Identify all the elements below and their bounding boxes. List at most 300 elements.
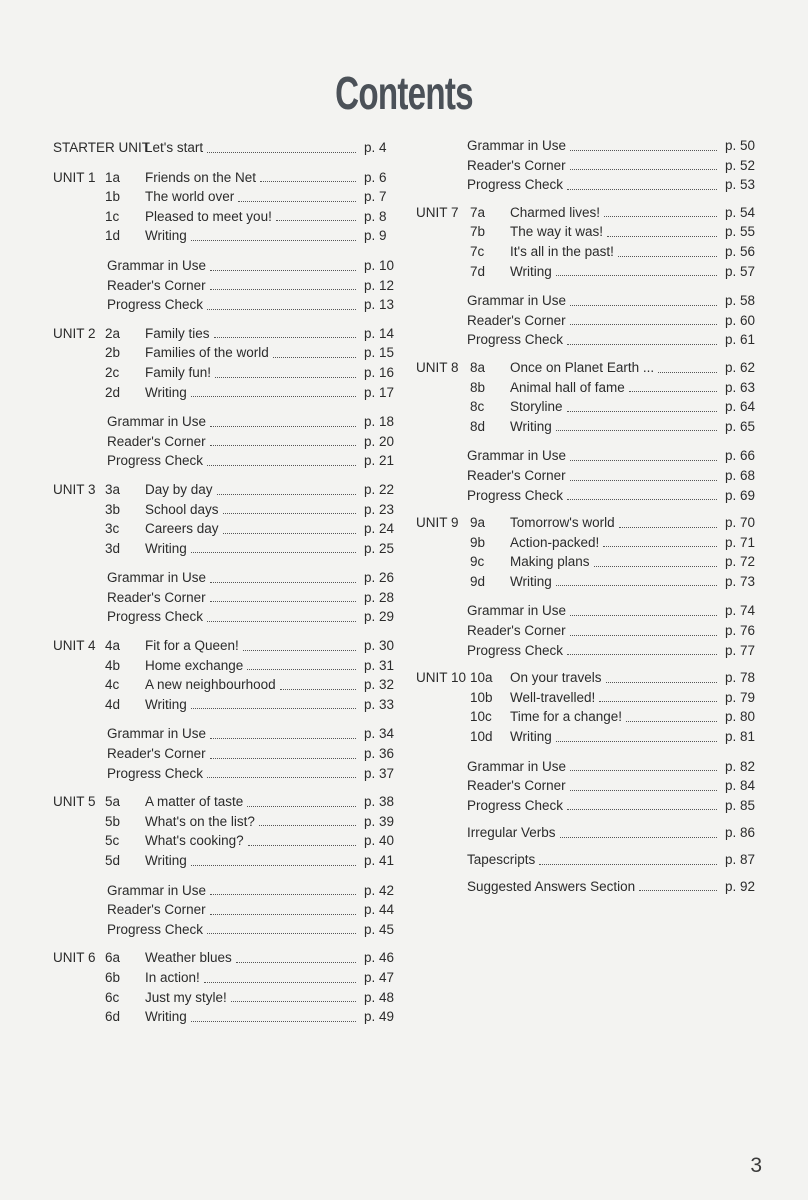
lesson-title: On your travels <box>510 670 602 686</box>
lesson-title: Home exchange <box>145 657 244 673</box>
dot-leader <box>210 894 356 895</box>
dot-leader <box>260 181 356 182</box>
lesson-title: Progress Check <box>107 609 204 625</box>
dot-leader <box>210 270 356 271</box>
lesson-title: What's on the list? <box>145 813 255 829</box>
lesson-code: 10c <box>470 709 492 725</box>
toc-row <box>416 136 759 156</box>
lesson-code: 5d <box>105 853 121 868</box>
lesson-code: 3a <box>105 481 121 497</box>
lesson-title: Writing <box>510 418 552 434</box>
page-ref: p. 52 <box>725 157 756 173</box>
page-ref: p. 12 <box>364 277 395 293</box>
toc-row <box>53 343 398 363</box>
toc-row <box>53 1007 398 1027</box>
toc-row <box>416 203 759 223</box>
toc-row <box>53 138 398 158</box>
page-ref: p. 85 <box>725 797 756 813</box>
toc-row <box>53 920 398 940</box>
dot-leader <box>556 275 717 276</box>
dot-leader <box>207 465 356 466</box>
dot-leader <box>603 546 717 547</box>
toc-row <box>53 432 398 452</box>
toc-row <box>416 222 759 242</box>
page-ref: p. 79 <box>725 689 756 705</box>
page-ref: p. 30 <box>364 638 395 654</box>
lesson-code: 5a <box>105 794 121 810</box>
lesson-title: Progress Check <box>107 453 204 469</box>
dot-leader <box>207 621 356 622</box>
dot-leader <box>214 337 356 338</box>
dot-leader <box>619 527 717 528</box>
page-ref: p. 78 <box>725 670 756 686</box>
lesson-code: 4b <box>105 657 121 673</box>
page-ref: p. 33 <box>364 696 395 712</box>
dot-leader <box>570 305 717 306</box>
page-ref: p. 74 <box>725 603 756 619</box>
toc-row <box>53 187 398 207</box>
toc-row <box>53 900 398 920</box>
lesson-title: Let's start <box>145 140 204 155</box>
unit-label: UNIT 2 <box>53 325 96 341</box>
unit-label: UNIT 5 <box>53 794 96 810</box>
dot-leader <box>556 585 717 586</box>
toc-row <box>416 727 759 747</box>
page-ref: p. 61 <box>725 332 756 348</box>
lesson-title: Reader's Corner <box>467 157 566 173</box>
lesson-title: Progress Check <box>467 642 564 658</box>
lesson-title: School days <box>145 501 219 517</box>
toc-row <box>53 812 398 832</box>
dot-leader <box>570 615 717 616</box>
contents-left-column <box>53 138 398 1037</box>
toc-row <box>53 831 398 851</box>
lesson-code: 8a <box>470 359 486 375</box>
dot-leader <box>626 721 717 722</box>
toc-row <box>53 695 398 715</box>
toc-row <box>416 850 759 870</box>
unit-entry <box>416 513 759 591</box>
dot-leader <box>570 169 717 170</box>
page-ref: p. 20 <box>364 433 395 449</box>
page-ref: p. 80 <box>725 709 756 725</box>
toc-row <box>416 175 759 195</box>
page-ref: p. 66 <box>725 448 756 464</box>
page-ref: p. 46 <box>364 950 395 966</box>
lesson-title: Progress Check <box>107 921 204 937</box>
page-ref: p. 68 <box>725 467 756 483</box>
dot-leader <box>243 650 356 651</box>
lesson-title: Writing <box>145 384 187 400</box>
toc-row <box>416 823 759 843</box>
page-ref: p. 72 <box>725 554 756 570</box>
lesson-code: 8d <box>470 418 486 434</box>
dot-leader <box>207 309 356 310</box>
lesson-title: The world over <box>145 189 235 205</box>
page-ref: p. 13 <box>364 297 395 313</box>
lesson-title: Progress Check <box>467 177 564 193</box>
lesson-title: Animal hall of fame <box>510 379 625 395</box>
dot-leader <box>606 682 717 683</box>
dot-leader <box>567 344 717 345</box>
toc-row <box>53 324 398 344</box>
page-ref: p. 36 <box>364 746 395 762</box>
dot-leader <box>247 669 356 670</box>
page-ref: p. 21 <box>364 453 395 469</box>
dot-leader <box>556 430 717 431</box>
page-ref: p. 92 <box>725 878 756 894</box>
lesson-title: Progress Check <box>467 797 564 813</box>
toc-row <box>416 533 759 553</box>
page-ref: p. 77 <box>725 642 756 658</box>
toc-row <box>416 486 759 506</box>
page-ref: p. 87 <box>725 852 756 867</box>
dot-leader <box>658 372 717 373</box>
page-ref: p. 54 <box>725 204 756 220</box>
page-ref: p. 55 <box>725 224 756 240</box>
toc-row <box>53 383 398 403</box>
toc-row <box>53 295 398 315</box>
dot-leader <box>570 480 717 481</box>
page-ref: p. 26 <box>364 570 395 586</box>
page-ref: p. 10 <box>364 257 395 273</box>
lesson-title: Tomorrow's world <box>510 515 615 531</box>
toc-row <box>53 764 398 784</box>
toc-row <box>416 397 759 417</box>
lesson-title: Grammar in Use <box>107 257 207 273</box>
dot-leader <box>204 982 356 983</box>
toc-row <box>416 311 759 331</box>
page-ref: p. 18 <box>364 414 395 430</box>
unit-label: UNIT 9 <box>416 515 459 531</box>
starter-unit-entry <box>53 138 398 158</box>
page-ref: p. 9 <box>364 228 387 244</box>
lesson-code: 9b <box>470 534 486 550</box>
lesson-title: It's all in the past! <box>510 243 614 259</box>
lesson-title: Reader's Corner <box>107 589 206 605</box>
toc-row <box>416 688 759 708</box>
lesson-title: Pleased to meet you! <box>145 208 272 224</box>
unit-extras <box>53 256 398 315</box>
page-ref: p. 16 <box>364 364 395 380</box>
dot-leader <box>191 708 356 709</box>
dot-leader <box>567 809 717 810</box>
lesson-title: Reader's Corner <box>107 433 206 449</box>
toc-row <box>416 291 759 311</box>
lesson-code: 1d <box>105 228 121 244</box>
dot-leader <box>556 741 717 742</box>
toc-row <box>53 724 398 744</box>
page-ref: p. 4 <box>364 140 387 155</box>
page-ref: p. 8 <box>364 208 387 224</box>
page-ref: p. 39 <box>364 813 395 829</box>
lesson-code: 10d <box>470 729 493 745</box>
lesson-code: 6a <box>105 950 121 966</box>
dot-leader <box>570 790 717 791</box>
page-ref: p. 40 <box>364 833 395 849</box>
unit-entry <box>416 358 759 436</box>
dot-leader <box>210 445 356 446</box>
dot-leader <box>594 566 717 567</box>
page-ref: p. 17 <box>364 384 395 400</box>
toc-row <box>53 500 398 520</box>
unit-entry <box>53 168 398 246</box>
lesson-title: Family fun! <box>145 364 212 380</box>
dot-leader <box>231 1001 356 1002</box>
lesson-code: 7a <box>470 204 486 220</box>
toc-row <box>53 412 398 432</box>
lesson-title: Well-travelled! <box>510 689 596 705</box>
toc-row <box>53 451 398 471</box>
lesson-title: Just my style! <box>145 989 227 1005</box>
page-ref: p. 25 <box>364 540 395 556</box>
toc-row <box>416 572 759 592</box>
dot-leader <box>570 150 717 151</box>
dot-leader <box>191 396 356 397</box>
page-ref: p. 15 <box>364 345 395 361</box>
lesson-title: Writing <box>510 729 552 745</box>
dot-leader <box>210 426 356 427</box>
dot-leader <box>604 216 717 217</box>
page-ref: p. 76 <box>725 623 756 639</box>
dot-leader <box>560 837 717 838</box>
toc-row <box>416 262 759 282</box>
page-ref: p. 65 <box>725 418 756 434</box>
page-ref: p. 47 <box>364 969 395 985</box>
page-ref: p. 24 <box>364 521 395 537</box>
toc-row <box>416 641 759 661</box>
page-ref: p. 70 <box>725 515 756 531</box>
dot-leader <box>570 460 717 461</box>
toc-row <box>416 378 759 398</box>
lesson-title: Reader's Corner <box>467 623 566 639</box>
toc-row <box>416 330 759 350</box>
page-title: Contents <box>335 67 473 119</box>
lesson-title: Progress Check <box>467 487 564 503</box>
lesson-code: 7d <box>470 263 486 279</box>
lesson-code: 2c <box>105 364 120 380</box>
lesson-title: A matter of taste <box>145 794 244 810</box>
lesson-code: 7c <box>470 243 485 259</box>
lesson-title: Family ties <box>145 325 210 341</box>
dot-leader <box>217 494 356 495</box>
page-ref: p. 53 <box>725 177 756 193</box>
appendix-entries <box>416 823 759 896</box>
lesson-title: Fit for a Queen! <box>145 638 239 654</box>
toc-row <box>416 668 759 688</box>
unit-entry <box>53 636 398 714</box>
lesson-code: 5c <box>105 833 120 849</box>
lesson-title: Progress Check <box>107 297 204 313</box>
page-number: 3 <box>750 1154 762 1177</box>
lesson-title: Grammar in Use <box>107 882 207 898</box>
toc-row <box>416 466 759 486</box>
unit-extras <box>416 757 759 816</box>
toc-row <box>53 744 398 764</box>
unit-label: UNIT 10 <box>416 670 467 686</box>
toc-row <box>53 539 398 559</box>
page-ref: p. 82 <box>725 758 756 774</box>
toc-row <box>53 568 398 588</box>
page-ref: p. 81 <box>725 729 756 745</box>
toc-row <box>416 242 759 262</box>
lesson-code: 3d <box>105 540 121 556</box>
dot-leader <box>207 777 356 778</box>
toc-row <box>53 881 398 901</box>
dot-leader <box>639 890 717 891</box>
dot-leader <box>210 914 356 915</box>
dot-leader <box>276 220 356 221</box>
lesson-code: 4d <box>105 696 121 712</box>
lesson-title: Suggested Answers Section <box>467 878 636 894</box>
dot-leader <box>259 825 356 826</box>
dot-leader <box>567 499 717 500</box>
lesson-title: Reader's Corner <box>107 902 206 918</box>
lesson-title: Writing <box>145 853 187 868</box>
dot-leader <box>210 738 356 739</box>
toc-row <box>416 358 759 378</box>
lesson-code: 8b <box>470 379 486 395</box>
dot-leader <box>210 758 356 759</box>
lesson-title: The way it was! <box>510 224 604 240</box>
lesson-title: Grammar in Use <box>467 758 567 774</box>
lesson-title: Friends on the Net <box>145 169 257 185</box>
lesson-title: Reader's Corner <box>467 778 566 794</box>
lesson-code: 6b <box>105 969 121 985</box>
lesson-code: 5b <box>105 813 121 829</box>
page-ref: p. 6 <box>364 169 387 185</box>
lesson-code: 6c <box>105 989 120 1005</box>
page-ref: p. 86 <box>725 825 756 841</box>
toc-row <box>416 757 759 777</box>
page-ref: p. 50 <box>725 138 756 153</box>
unit-entry <box>416 203 759 281</box>
lesson-title: What's cooking? <box>145 833 244 849</box>
page-ref: p. 49 <box>364 1009 395 1025</box>
toc-row <box>53 480 398 500</box>
lesson-title: Charmed lives! <box>510 204 601 220</box>
dot-leader <box>248 845 356 846</box>
toc-row <box>53 168 398 188</box>
dot-leader <box>567 189 717 190</box>
dot-leader <box>223 513 356 514</box>
toc-row <box>53 988 398 1008</box>
dot-leader <box>570 770 717 771</box>
toc-row <box>53 656 398 676</box>
dot-leader <box>236 962 356 963</box>
page-ref: p. 7 <box>364 189 387 205</box>
dot-leader <box>210 582 356 583</box>
page-ref: p. 38 <box>364 794 395 810</box>
lesson-title: Writing <box>145 540 187 556</box>
lesson-title: Making plans <box>510 554 590 570</box>
unit-label: UNIT 6 <box>53 950 96 966</box>
toc-row <box>53 636 398 656</box>
unit-extras <box>53 881 398 940</box>
page-ref: p. 56 <box>725 243 756 259</box>
dot-leader <box>191 552 356 553</box>
toc-row <box>416 513 759 533</box>
page-ref: p. 84 <box>725 778 756 794</box>
lesson-title: Progress Check <box>467 332 564 348</box>
unit-extras <box>416 446 759 505</box>
lesson-code: 1b <box>105 189 121 205</box>
lesson-title: Families of the world <box>145 345 269 361</box>
lesson-title: Grammar in Use <box>467 448 567 464</box>
page-ref: p. 71 <box>725 534 756 550</box>
page-ref: p. 28 <box>364 589 395 605</box>
dot-leader <box>599 701 717 702</box>
page-ref: p. 73 <box>725 573 756 589</box>
dot-leader <box>618 256 717 257</box>
page-ref: p. 34 <box>364 726 395 742</box>
lesson-title: Writing <box>145 228 187 244</box>
page-ref: p. 57 <box>725 263 756 279</box>
dot-leader <box>567 654 717 655</box>
page-ref: p. 31 <box>364 657 395 673</box>
toc-row <box>416 796 759 816</box>
page-ref: p. 29 <box>364 609 395 625</box>
lesson-title: Reader's Corner <box>467 467 566 483</box>
page-ref: p. 60 <box>725 312 756 328</box>
unit-entry <box>416 668 759 746</box>
page-ref: p. 23 <box>364 501 395 517</box>
lesson-code: 9a <box>470 515 486 531</box>
toc-row <box>53 968 398 988</box>
toc-row <box>53 851 398 871</box>
lesson-code: 1a <box>105 169 121 185</box>
unit-extras <box>53 568 398 627</box>
toc-row <box>416 156 759 176</box>
page-ref: p. 37 <box>364 765 395 781</box>
unit-label: UNIT 3 <box>53 481 96 497</box>
dot-leader <box>210 601 356 602</box>
lesson-title: Writing <box>145 696 187 712</box>
toc-row <box>416 877 759 897</box>
dot-leader <box>191 1021 356 1022</box>
dot-leader <box>191 865 356 866</box>
unit-label: UNIT 4 <box>53 638 96 654</box>
toc-row <box>416 707 759 727</box>
dot-leader <box>238 201 356 202</box>
unit-label: UNIT 8 <box>416 359 459 375</box>
unit-extras <box>416 136 759 195</box>
page-ref: p. 42 <box>364 882 395 898</box>
toc-row <box>53 792 398 812</box>
toc-row <box>416 417 759 437</box>
toc-row <box>53 675 398 695</box>
toc-row <box>53 207 398 227</box>
page-ref: p. 45 <box>364 921 395 937</box>
page-ref: p. 32 <box>364 677 395 693</box>
lesson-code: 2a <box>105 325 121 341</box>
toc-row <box>53 363 398 383</box>
lesson-title: Weather blues <box>145 950 232 966</box>
lesson-title: Grammar in Use <box>107 570 207 586</box>
page-ref: p. 64 <box>725 399 756 415</box>
dot-leader <box>570 324 717 325</box>
unit-label: STARTER UNIT <box>53 140 151 155</box>
dot-leader <box>273 357 356 358</box>
unit-label: UNIT 7 <box>416 204 459 220</box>
dot-leader <box>207 152 356 153</box>
lesson-title: A new neighbourhood <box>145 677 276 693</box>
toc-row <box>53 226 398 246</box>
dot-leader <box>207 933 356 934</box>
dot-leader <box>191 240 356 241</box>
unit-label: UNIT 1 <box>53 169 96 185</box>
unit-extras <box>416 601 759 660</box>
